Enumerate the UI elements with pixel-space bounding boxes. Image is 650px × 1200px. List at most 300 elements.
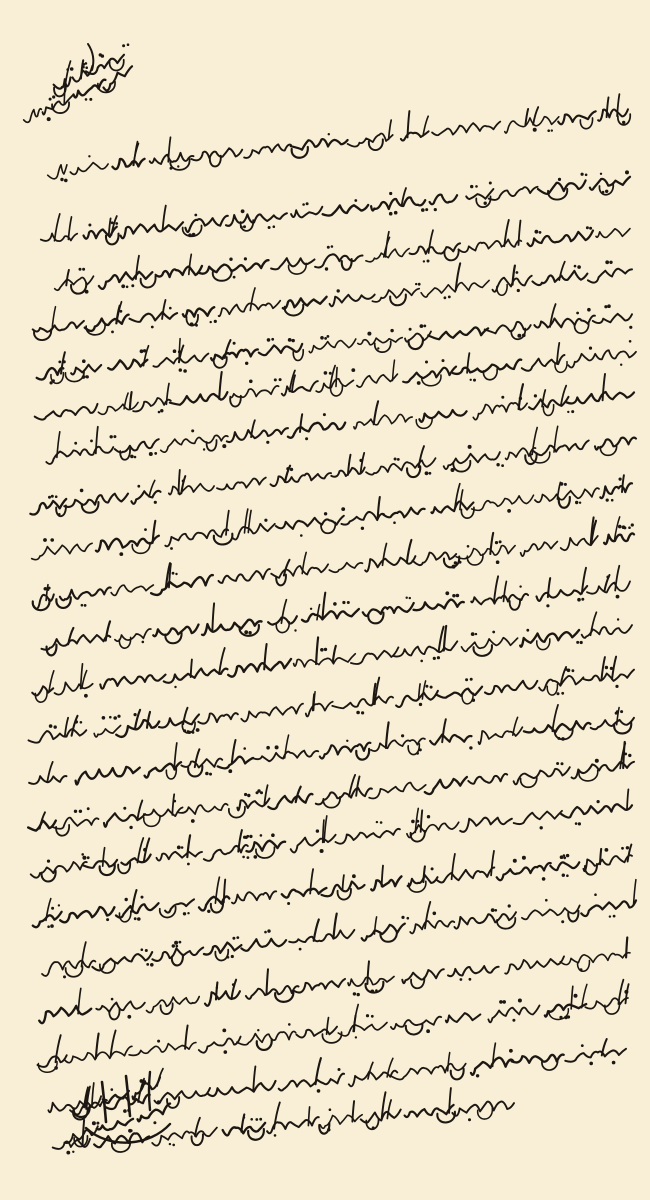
diacritic-dot xyxy=(302,203,305,206)
handwritten-word xyxy=(227,428,288,442)
handwritten-word xyxy=(283,297,327,309)
diacritic-dot xyxy=(473,379,476,382)
diacritic-dot xyxy=(522,856,526,860)
handwritten-word xyxy=(116,720,159,737)
diacritic-dot xyxy=(324,512,327,515)
handwritten-word xyxy=(444,452,500,469)
handwritten-word xyxy=(363,603,414,616)
diacritic-dot xyxy=(610,667,613,670)
diacritic-dot xyxy=(122,44,125,47)
handwritten-word xyxy=(157,852,203,861)
diacritic-dot xyxy=(66,68,69,71)
diacritic-dot xyxy=(557,692,560,695)
ascender-stroke xyxy=(374,401,378,424)
diacritic-dot xyxy=(409,597,411,599)
handwritten-word xyxy=(226,213,287,226)
handwritten-word xyxy=(456,546,515,559)
diacritic-dot xyxy=(499,1000,503,1004)
diacritic-dot xyxy=(600,173,602,175)
diacritic-dot xyxy=(496,560,500,564)
handwritten-word xyxy=(315,254,362,267)
handwritten-word xyxy=(152,948,203,961)
descender-stroke xyxy=(531,452,550,463)
diacritic-dot xyxy=(589,347,592,350)
diacritic-dot xyxy=(113,435,116,438)
handwritten-word xyxy=(96,1001,145,1012)
diacritic-dot xyxy=(187,863,190,866)
handwritten-word xyxy=(291,835,336,853)
handwritten-word xyxy=(561,804,632,817)
diacritic-dot xyxy=(380,821,383,824)
handwritten-word xyxy=(202,620,261,635)
diacritic-dot xyxy=(82,66,85,69)
diacritic-dot xyxy=(84,604,87,607)
diacritic-dot xyxy=(519,397,522,400)
diacritic-dot xyxy=(607,304,611,308)
handwritten-word xyxy=(271,258,314,269)
diacritic-dot xyxy=(512,1019,515,1022)
diacritic-dot xyxy=(233,342,236,345)
diacritic-dot xyxy=(141,948,144,951)
diacritic-dot xyxy=(120,310,123,313)
diacritic-dot xyxy=(331,245,334,248)
diacritic-dot xyxy=(425,208,428,211)
handwritten-word xyxy=(232,891,276,903)
diacritic-dot xyxy=(620,710,623,713)
diacritic-dot xyxy=(581,598,584,601)
diacritic-dot xyxy=(271,338,274,341)
handwritten-word xyxy=(237,1031,296,1044)
diacritic-dot xyxy=(96,1122,99,1125)
diacritic-dot xyxy=(353,992,356,995)
handwritten-word xyxy=(219,301,281,317)
diacritic-dot xyxy=(224,1050,228,1054)
diacritic-dot xyxy=(475,185,478,188)
diacritic-dot xyxy=(327,335,330,338)
diacritic-dot xyxy=(366,1014,369,1017)
diacritic-dot xyxy=(90,440,93,443)
diacritic-dot xyxy=(190,322,194,326)
handwritten-word xyxy=(371,197,425,210)
handwritten-word xyxy=(369,783,426,799)
diacritic-dot xyxy=(420,324,424,328)
handwritten-word xyxy=(159,715,199,728)
diacritic-dot xyxy=(423,325,426,328)
diacritic-dot xyxy=(58,904,60,906)
diacritic-dot xyxy=(292,339,295,342)
diacritic-dot xyxy=(409,328,412,331)
diacritic-dot xyxy=(240,226,243,229)
diacritic-dot xyxy=(419,703,422,706)
diacritic-dot xyxy=(564,1016,568,1020)
diacritic-dot xyxy=(338,1068,341,1071)
handwritten-word xyxy=(323,205,369,216)
diacritic-dot xyxy=(451,468,455,472)
ascender-stroke xyxy=(333,914,336,939)
handwritten-word xyxy=(585,998,628,1009)
diacritic-dot xyxy=(222,444,226,448)
diacritic-dot xyxy=(63,360,66,363)
diacritic-dot xyxy=(82,63,85,66)
diacritic-dot xyxy=(616,710,619,713)
handwritten-word xyxy=(349,1071,398,1087)
diacritic-dot xyxy=(58,361,61,364)
ascender-stroke xyxy=(96,427,98,454)
handwritten-word xyxy=(309,339,356,353)
diacritic-dot xyxy=(231,955,234,958)
ascender-stroke xyxy=(138,838,144,863)
diacritic-dot xyxy=(597,800,600,803)
diacritic-dot xyxy=(264,519,267,522)
diacritic-dot xyxy=(407,917,410,920)
ascender-stroke xyxy=(163,206,166,230)
diacritic-dot xyxy=(397,458,400,461)
diacritic-dot xyxy=(290,468,293,471)
diacritic-dot xyxy=(465,678,468,681)
descender-stroke xyxy=(35,691,47,702)
manuscript-line xyxy=(48,94,631,182)
handwritten-word xyxy=(410,921,454,934)
handwritten-word xyxy=(178,804,227,814)
ascender-stroke xyxy=(136,256,139,279)
handwritten-word xyxy=(466,189,493,199)
diacritic-dot xyxy=(187,912,189,914)
diacritic-dot xyxy=(209,773,212,776)
descender-stroke xyxy=(411,831,425,842)
diacritic-dot xyxy=(475,633,477,635)
handwritten-word xyxy=(565,1049,626,1062)
diacritic-dot xyxy=(72,1151,74,1153)
marginal-note xyxy=(24,43,132,122)
diacritic-dot xyxy=(137,485,140,488)
diacritic-dot xyxy=(562,874,565,877)
ascender-stroke xyxy=(285,735,289,758)
handwritten-word xyxy=(115,439,159,452)
diacritic-dot xyxy=(216,987,218,989)
diacritic-dot xyxy=(444,296,447,299)
ascender-stroke xyxy=(519,384,523,409)
diacritic-dot xyxy=(233,276,236,279)
manuscript-line xyxy=(32,612,632,702)
ascender-stroke xyxy=(513,717,518,735)
diacritic-dot xyxy=(613,915,616,918)
diacritic-dot xyxy=(170,167,173,170)
diacritic-dot xyxy=(84,694,88,698)
diacritic-dot xyxy=(327,1128,330,1131)
diacritic-dot xyxy=(127,1015,131,1019)
diacritic-dot xyxy=(491,908,495,912)
handwritten-word xyxy=(348,977,394,987)
descender-stroke xyxy=(257,1039,272,1050)
handwritten-word xyxy=(357,374,398,387)
ascender-stroke xyxy=(284,560,290,576)
diacritic-dot xyxy=(558,178,561,181)
handwritten-word xyxy=(425,777,467,794)
handwritten-word xyxy=(485,681,537,694)
diacritic-dot xyxy=(495,541,498,544)
handwritten-word xyxy=(39,1006,91,1023)
handwritten-word xyxy=(244,144,291,158)
diacritic-dot xyxy=(178,350,181,353)
diacritic-dot xyxy=(119,552,123,556)
handwritten-word xyxy=(121,222,184,238)
handwritten-word xyxy=(271,473,332,486)
diacritic-dot xyxy=(420,660,423,663)
diacritic-dot xyxy=(48,496,51,499)
handwritten-word xyxy=(534,316,595,328)
diacritic-dot xyxy=(210,321,212,323)
handwritten-word xyxy=(550,862,579,870)
diacritic-dot xyxy=(502,1000,506,1004)
diacritic-dot xyxy=(143,349,146,352)
handwritten-word xyxy=(414,600,464,611)
handwritten-word xyxy=(436,687,482,698)
handwritten-body xyxy=(28,94,636,1154)
diacritic-dot xyxy=(172,572,175,575)
diacritic-dot xyxy=(561,920,564,923)
diacritic-dot xyxy=(556,762,559,765)
diacritic-dot xyxy=(342,601,345,604)
diacritic-dot xyxy=(337,289,340,292)
diacritic-dot xyxy=(329,372,332,375)
handwritten-word xyxy=(35,404,98,420)
diacritic-dot xyxy=(88,155,90,157)
diacritic-dot xyxy=(74,442,77,445)
handwritten-word xyxy=(42,635,111,650)
diacritic-dot xyxy=(559,1016,562,1019)
diacritic-dot xyxy=(174,941,178,945)
handwritten-word xyxy=(402,969,444,983)
diacritic-dot xyxy=(327,246,330,249)
handwritten-word xyxy=(582,625,632,638)
diacritic-dot xyxy=(54,1066,58,1070)
diacritic-dot xyxy=(468,445,472,449)
ascender-stroke xyxy=(367,961,369,984)
ascender-stroke xyxy=(513,266,515,285)
diacritic-dot xyxy=(320,849,324,853)
diacritic-dot xyxy=(411,820,415,824)
diacritic-dot xyxy=(172,944,175,947)
diacritic-dot xyxy=(236,936,239,939)
diacritic-dot xyxy=(174,686,176,688)
diacritic-dot xyxy=(609,915,611,917)
diacritic-dot xyxy=(577,265,581,269)
diacritic-dot xyxy=(560,482,564,486)
handwritten-word xyxy=(204,845,248,861)
ascender-stroke xyxy=(251,420,255,437)
handwritten-word xyxy=(372,289,419,302)
diacritic-dot xyxy=(47,925,50,928)
diacritic-dot xyxy=(75,720,78,723)
diacritic-dot xyxy=(361,711,364,714)
handwritten-word xyxy=(37,368,64,380)
handwritten-word xyxy=(282,381,318,395)
diacritic-dot xyxy=(149,452,153,456)
ascender-stroke xyxy=(317,605,320,620)
diacritic-dot xyxy=(79,810,82,813)
diacritic-dot xyxy=(361,527,364,530)
diacritic-dot xyxy=(242,856,245,859)
diacritic-dot xyxy=(115,222,118,225)
diacritic-dot xyxy=(508,904,511,907)
handwritten-word xyxy=(431,501,473,513)
diacritic-dot xyxy=(141,896,144,899)
ascender-stroke xyxy=(548,578,550,597)
diacritic-dot xyxy=(389,212,393,216)
handwritten-word xyxy=(34,594,54,608)
handwritten-word xyxy=(64,494,128,507)
ascender-stroke xyxy=(66,270,69,285)
diacritic-dot xyxy=(471,632,475,636)
diacritic-dot xyxy=(179,941,182,944)
diacritic-dot xyxy=(631,523,634,526)
handwritten-word xyxy=(85,315,129,331)
handwritten-word xyxy=(329,563,362,573)
diacritic-dot xyxy=(476,1074,479,1077)
handwritten-word xyxy=(199,1037,241,1053)
diacritic-dot xyxy=(286,467,289,470)
handwritten-word xyxy=(410,243,461,254)
handwritten-word xyxy=(246,986,299,999)
diacritic-dot xyxy=(629,326,632,329)
diacritic-dot xyxy=(452,594,455,597)
handwritten-word xyxy=(218,757,253,769)
diacritic-dot xyxy=(203,448,205,450)
ascender-stroke xyxy=(124,393,128,409)
ascender-stroke xyxy=(343,875,344,890)
diacritic-dot xyxy=(351,368,355,372)
diacritic-dot xyxy=(433,657,436,660)
handwritten-word xyxy=(150,153,194,164)
handwritten-word xyxy=(598,109,628,121)
diacritic-dot xyxy=(589,227,592,230)
handwritten-word xyxy=(55,276,94,290)
diacritic-dot xyxy=(416,820,419,823)
handwritten-word xyxy=(354,414,412,428)
handwritten-word xyxy=(351,647,398,664)
handwritten-word xyxy=(219,569,270,583)
descender-stroke xyxy=(167,1097,179,1108)
diacritic-dot xyxy=(81,604,84,607)
diacritic-dot xyxy=(249,835,252,838)
handwritten-word xyxy=(208,1081,276,1096)
handwritten-word xyxy=(437,868,495,883)
handwritten-word xyxy=(169,484,214,495)
handwritten-word xyxy=(230,386,278,398)
descender-stroke xyxy=(462,693,473,704)
ascender-stroke xyxy=(226,511,229,535)
diacritic-dot xyxy=(421,208,425,212)
diacritic-dot xyxy=(367,332,371,336)
handwritten-word xyxy=(76,767,140,784)
ascender-stroke xyxy=(187,835,190,857)
ascender-stroke xyxy=(353,1005,358,1032)
ascender-stroke xyxy=(425,902,430,929)
handwritten-word xyxy=(472,495,534,510)
diacritic-dot xyxy=(175,573,177,575)
diacritic-dot xyxy=(618,525,622,529)
handwritten-word xyxy=(217,478,266,490)
handwritten-word xyxy=(111,585,153,595)
diacritic-dot xyxy=(401,916,404,919)
handwritten-word xyxy=(153,625,198,637)
handwritten-word xyxy=(156,266,202,277)
handwritten-word xyxy=(191,148,242,160)
diacritic-dot xyxy=(606,499,609,502)
handwritten-word xyxy=(604,533,634,544)
handwritten-word xyxy=(24,109,42,123)
ascender-stroke xyxy=(302,552,306,573)
handwritten-word xyxy=(223,1123,265,1135)
diacritic-dot xyxy=(324,371,328,375)
diacritic-dot xyxy=(257,1029,259,1031)
diacritic-dot xyxy=(589,1062,593,1066)
diacritic-dot xyxy=(130,455,134,459)
diacritic-dot xyxy=(425,471,429,475)
diacritic-dot xyxy=(456,594,460,598)
diacritic-dot xyxy=(359,459,362,462)
diacritic-dot xyxy=(605,260,609,264)
handwritten-word xyxy=(294,654,356,667)
diacritic-dot xyxy=(58,513,61,516)
ascender-stroke xyxy=(448,1053,450,1071)
ascender-stroke xyxy=(336,368,337,387)
handwritten-word xyxy=(534,441,589,456)
handwritten-word xyxy=(211,349,258,360)
diacritic-dot xyxy=(109,716,112,719)
ascender-stroke xyxy=(314,920,319,941)
handwritten-word xyxy=(204,943,242,955)
handwritten-word xyxy=(430,735,471,745)
handwritten-word xyxy=(432,122,500,136)
diacritic-dot xyxy=(580,968,583,971)
handwritten-word xyxy=(33,321,84,332)
diacritic-dot xyxy=(605,666,608,669)
ascender-stroke xyxy=(216,982,217,999)
diacritic-dot xyxy=(561,692,564,695)
ascender-stroke xyxy=(185,1026,188,1049)
diacritic-dot xyxy=(191,429,194,432)
ascender-stroke xyxy=(602,1039,607,1055)
diacritic-dot xyxy=(274,1134,277,1137)
diacritic-dot xyxy=(273,225,276,228)
handwritten-word xyxy=(133,398,171,411)
ascender-stroke xyxy=(157,1069,163,1086)
diacritic-dot xyxy=(60,178,63,181)
diacritic-dot xyxy=(229,258,232,261)
handwritten-word xyxy=(121,855,150,865)
diacritic-dot xyxy=(260,834,263,837)
diacritic-dot xyxy=(629,340,632,343)
diacritic-dot xyxy=(87,856,90,859)
diacritic-dot xyxy=(145,949,148,952)
diacritic-dot xyxy=(173,349,177,353)
diacritic-dot xyxy=(267,338,271,342)
diacritic-dot xyxy=(467,545,470,548)
diacritic-dot xyxy=(266,441,269,444)
diacritic-dot xyxy=(561,762,564,765)
ascender-stroke xyxy=(109,218,111,235)
ascender-stroke xyxy=(267,969,269,994)
diacritic-dot xyxy=(575,822,578,825)
handwritten-word xyxy=(462,638,518,652)
diacritic-dot xyxy=(92,1121,96,1125)
diacritic-dot xyxy=(605,848,609,852)
diacritic-dot xyxy=(328,133,330,135)
diacritic-dot xyxy=(244,793,247,796)
ascender-stroke xyxy=(106,621,110,640)
handwritten-word xyxy=(419,410,466,422)
